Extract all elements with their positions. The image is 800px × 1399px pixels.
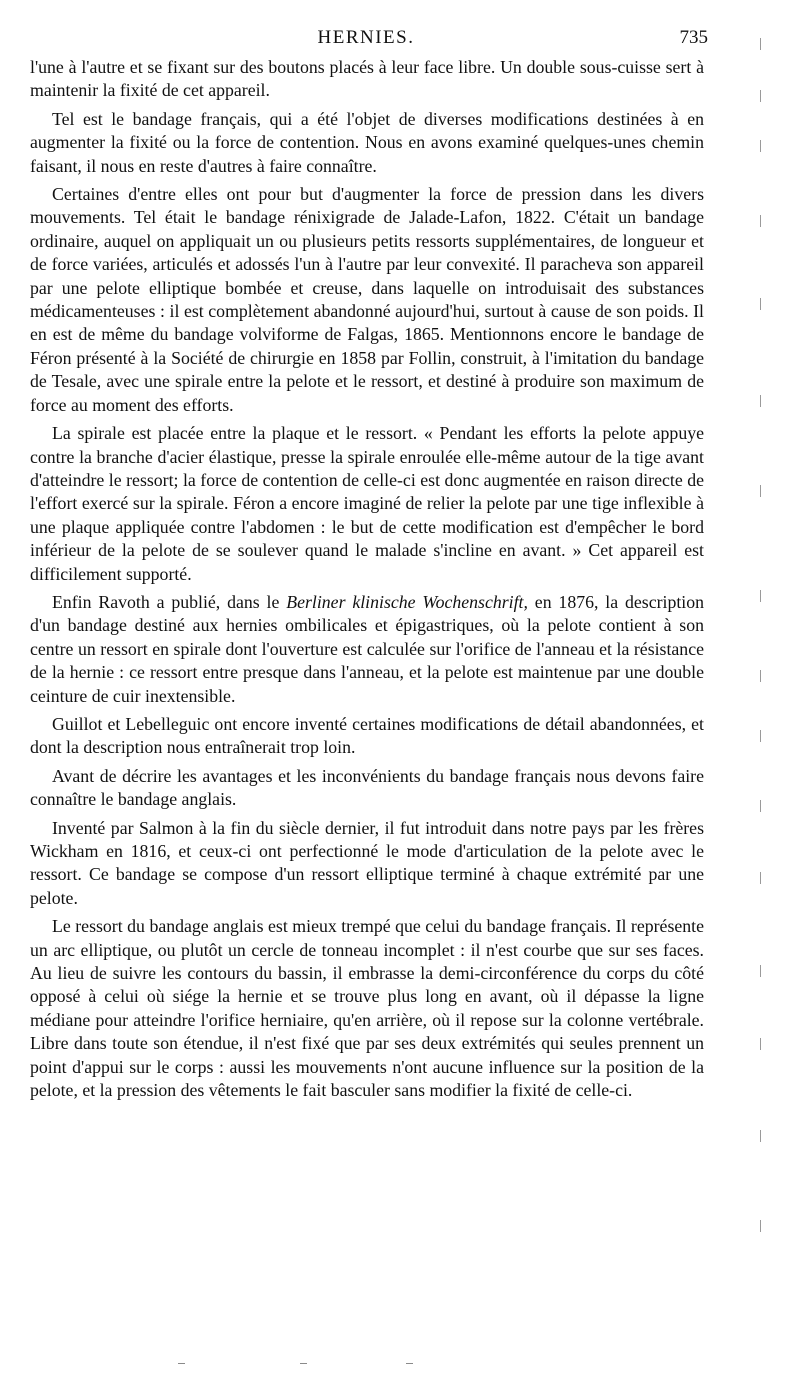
body-text [30, 56, 704, 1107]
paragraph-salmon: Inventé par Salmon à la fin du siècle dernier, il fut introduit dans notre pays par les frères Wickham en 1816, et ceux-ci ont perfectionné le mode d'articulation de la pelote avec le ressort. Ce bandage se compose d'un ressort elliptique terminé à chaque extrémité par une pelote. [30, 817, 704, 908]
paragraph-continued: l'une à l'autre et se fixant sur des boutons placés à leur face libre. Un double sous-cuisse sert à maintenir la fixité de cet appareil. [30, 57, 704, 101]
journal-title: Berliner klinische Wochenschrift, [286, 591, 528, 612]
running-head [24, 26, 708, 50]
paragraph-force-pression: Certaines d'entre elles ont pour but d'augmenter la force de pression dans les divers mouvements. Tel était le bandage rénixigrade de Jalade-Lafon, 1822. C'était un bandage ordinaire, auquel on appliquait un ou plusieurs petits ressorts supplémentaires, de longueur et de force variées, articulés et adossés l'un à l'autre par leur convexité. Il paracheva son appareil par une pelote elliptique bombée et creuse, dans laquelle on introduisait des substances médicamenteuses : il est complètement abandonné aujourd'hui, surtout à cause de son poids. Il en est de même du bandage volviforme de Falgas, 1865. Mentionnons encore le bandage de Féron présenté à la Société de chirurgie en 1858 par Follin, construit, à l'imitation du bandage de Tesale, avec une spirale entre la pelote et le ressort, et destiné à produire son maximum de force au moment des efforts. [30, 184, 704, 415]
ravoth-text-before: Enfin Ravoth a publié, dans le [52, 591, 287, 612]
ravoth-text-after: en 1876, la description d'un bandage destiné aux hernies ombilicales et épigastriques, où la pelote contient à son centre un ressort en spirale dont l'ouverture est calculée sur l'orifice de l'anneau et la résistance de la hernie : ce ressort entre presque dans l'anneau, et la pelote est maintenue par une double ceinture de cuir inextensible. [30, 591, 705, 706]
paragraph-bandage-francais: Tel est le bandage français, qui a été l'objet de diverses modifications destinées à en augmenter la fixité ou la force de contention. Nous en avons examiné quelques-unes chemin faisant, il nous en reste d'autres à faire connaître. [30, 108, 704, 176]
footer-scan-marks [0, 1360, 800, 1370]
paragraph-ressort-anglais: Le ressort du bandage anglais est mieux trempé que celui du bandage français. Il représente un arc elliptique, ou plutôt un cercle de tonneau incomplet : il n'est courbe que sur ses faces. Au lieu de suivre les contours du bassin, il embrasse la demi-circonférence du corps du côté opposé à celui où siége la hernie et se trouve plus long en avant, où il dépasse la ligne médiane pour atteindre l'orifice herniaire, qu'en arrière, où il repose sur la colonne vertébrale. Libre dans toute son étendue, il n'est fixé que par ses deux extrémités qui seules prennent un point d'appui sur le corps : aussi les mouvements n'ont aucune influence sur la position de la pelote, et la pression des vêtements le fait basculer sans modifier la fixité de celle-ci. [30, 916, 704, 1101]
paragraph-spirale: La spirale est placée entre la plaque et le ressort. « Pendant les efforts la pelote appuye contre la branche d'acier élastique, presse la spirale enroulée elle-même autour de la tige avant d'atteindre le ressort; la force de contention de celle-ci est donc augmentée en raison directe de l'effort exercé sur la spirale. Féron a encore imaginé de relier la pelote par une tige inflexible à une plaque appliquée contre l'abdomen : le but de cette modification est d'empêcher le bord inférieur de la pelote de se soulever quand le malade s'incline en avant. » Cet appareil est difficilement supporté. [30, 423, 704, 584]
page-number: 735 [679, 27, 708, 48]
paragraph-guillot: Guillot et Lebelleguic ont encore inventé certaines modifications de détail abandonnées, et dont la description nous entraînerait trop loin. [30, 713, 704, 758]
paragraph-ravoth [30, 591, 704, 708]
paragraph-avantages: Avant de décrire les avantages et les inconvénients du bandage français nous devons faire connaître le bandage anglais. [30, 765, 704, 810]
running-title: HERNIES. [317, 27, 415, 48]
margin-scan-marks [760, 30, 764, 1280]
